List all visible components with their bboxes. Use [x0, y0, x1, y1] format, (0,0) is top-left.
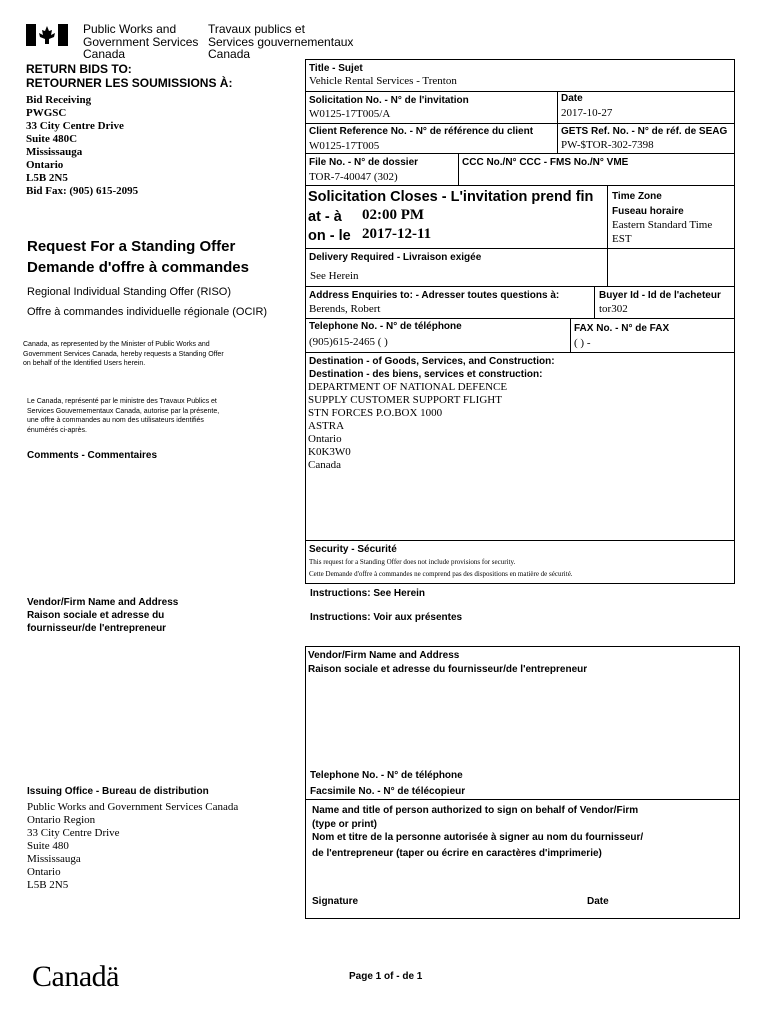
address-line: Public Works and Government Services Canada	[27, 801, 239, 813]
instructions-fr: Instructions: Voir aux présentes	[310, 612, 463, 623]
time-zone-label-fr: Fuseau horaire	[612, 206, 684, 217]
address-line: Suite 480C	[26, 133, 78, 145]
form-divider	[594, 286, 595, 318]
fax-label: FAX No. - N° de FAX	[574, 323, 670, 334]
request-description-en	[23, 340, 224, 369]
standing-offer-type-fr: Offre à commandes individuelle régionale (OCIR)	[27, 306, 268, 318]
address-line: PWGSC	[26, 107, 67, 119]
dept-fr-line: Canada	[208, 47, 251, 61]
form-divider	[305, 123, 735, 124]
vendor-label-line: Raison sociale et adresse du	[27, 610, 165, 621]
canada-flag-icon	[26, 24, 68, 46]
signature-label: Signature	[312, 896, 359, 907]
dept-name-fr	[208, 23, 353, 61]
destination-label-en: Destination - of Goods, Services, and Construction:	[309, 356, 555, 367]
vendor-label-line: Vendor/Firm Name and Address	[27, 597, 179, 608]
time-zone-value-line: EST	[612, 233, 632, 245]
address-enquiries-value: Berends, Robert	[309, 303, 381, 315]
form-divider	[570, 318, 571, 352]
bid-fax-line: Bid Fax: (905) 615-2095	[26, 185, 139, 197]
address-line: 33 City Centre Drive	[27, 827, 120, 839]
form-divider	[458, 153, 459, 185]
solicitation-no-value: W0125-17T005/A	[309, 108, 391, 120]
vendor-fax-label: Facsimile No. - N° de télécopieur	[310, 786, 466, 797]
dept-en-line: Government Services	[83, 34, 199, 49]
dept-en-line: Public Works and	[83, 22, 177, 36]
date-label: Date	[561, 93, 583, 104]
address-line: Bid Receiving	[26, 94, 92, 106]
vendor-box	[305, 646, 740, 919]
address-enquiries-label: Address Enquiries to: - Adresser toutes questions à:	[309, 290, 560, 301]
address-line: Mississauga	[27, 853, 81, 865]
authorized-label-line: Nom et titre de la personne autorisée à signer au nom du fournisseur/	[312, 832, 644, 843]
title-value: Vehicle Rental Services - Trenton	[309, 75, 457, 87]
closing-title: Solicitation Closes - L'invitation prend fin	[308, 189, 594, 205]
destination-label	[309, 355, 555, 381]
description-line: on behalf of the Identified Users herein.	[23, 360, 146, 367]
comments-label: Comments - Commentaires	[27, 450, 158, 461]
client-ref-label: Client Reference No. - N° de référence du client	[309, 126, 534, 137]
return-bids-address	[26, 94, 138, 198]
form-divider	[305, 540, 735, 541]
closing-time-value: 02:00 PM	[362, 207, 425, 223]
gets-ref-label: GETS Ref. No. - N° de réf. de SEAG	[561, 126, 728, 137]
form-divider	[305, 799, 740, 800]
delivery-value: See Herein	[310, 270, 359, 282]
canada-wordmark: Canadä	[32, 960, 119, 993]
security-label: Security - Sécurité	[309, 544, 397, 555]
destination-line: STN FORCES P.O.BOX 1000	[308, 407, 443, 419]
request-title-fr: Demande d'offre à commandes	[27, 259, 249, 276]
description-line: Government Services Canada, hereby requests a Standing Offer	[23, 350, 224, 358]
file-no-value: TOR-7-40047 (302)	[309, 171, 398, 183]
fax-value: ( ) -	[574, 337, 591, 349]
time-zone-value-line: Eastern Standard Time	[612, 219, 713, 231]
client-ref-value: W0125-17T005	[309, 140, 380, 152]
ccc-no-label: CCC No./N° CCC - FMS No./N° VME	[462, 157, 629, 168]
destination-label-fr: Destination - des biens, services et construction:	[309, 369, 543, 380]
delivery-label: Delivery Required - Livraison exigée	[309, 252, 482, 263]
address-line: Mississauga	[26, 146, 83, 158]
vendor-box-label-en: Vendor/Firm Name and Address	[308, 650, 460, 661]
request-title-en: Request For a Standing Offer	[27, 238, 236, 255]
destination-line: ASTRA	[308, 420, 345, 432]
dept-name-en	[83, 23, 198, 61]
return-bids-title-en: RETURN BIDS TO:	[26, 62, 132, 76]
destination-line: DEPARTMENT OF NATIONAL DEFENCE	[308, 381, 508, 393]
address-line: L5B 2N5	[27, 879, 69, 891]
destination-line: K0K3W0	[308, 446, 351, 458]
closing-date-value: 2017-12-11	[362, 226, 432, 242]
authorized-label-line: Name and title of person authorized to sign on behalf of Vendor/Firm	[312, 805, 639, 816]
address-line: Ontario Region	[27, 814, 96, 826]
authorized-label-line: de l'entrepreneur (taper ou écrire en caractères d'imprimerie)	[312, 847, 602, 859]
destination-address	[308, 381, 507, 472]
request-description-fr	[27, 397, 219, 435]
buyer-id-value: tor302	[599, 303, 628, 315]
form-divider	[305, 286, 735, 287]
destination-line: Ontario	[308, 433, 342, 445]
instructions-en: Instructions: See Herein	[310, 588, 426, 599]
form-divider	[305, 185, 735, 186]
issuing-office-address	[27, 801, 238, 892]
issuing-office-label: Issuing Office - Bureau de distribution	[27, 786, 209, 797]
dept-fr-line: Travaux publics et	[208, 22, 305, 36]
vendor-box-label-fr: Raison sociale et adresse du fournisseur/de l'entrepreneur	[308, 664, 588, 675]
dept-en-line: Canada	[83, 47, 126, 61]
destination-line: Canada	[308, 459, 341, 471]
telephone-label: Telephone No. - N° de téléphone	[309, 321, 462, 332]
gets-ref-value: PW-$TOR-302-7398	[561, 139, 654, 151]
standing-offer-type-en: Regional Individual Standing Offer (RISO)	[27, 286, 232, 298]
form-divider	[305, 352, 735, 353]
description-line: Services Gouvernementaux Canada, autorise par la présente,	[27, 407, 220, 415]
time-zone-label-en: Time Zone	[612, 191, 662, 202]
security-text-fr: Cette Demande d'offre à commandes ne comprend pas des dispositions en matière de sécurité.	[309, 570, 573, 578]
file-no-label: File No. - N° de dossier	[309, 157, 419, 168]
form-divider	[305, 248, 735, 249]
form-divider	[305, 318, 735, 319]
vendor-label-line: fournisseur/de l'entrepreneur	[27, 623, 167, 634]
vendor-telephone-label: Telephone No. - N° de téléphone	[310, 770, 463, 781]
time-zone-value	[612, 218, 712, 246]
address-line: Ontario	[27, 866, 61, 878]
page-number: Page 1 of - de 1	[349, 971, 423, 982]
form-divider	[557, 91, 558, 153]
vendor-label-left	[27, 596, 178, 635]
description-line: Canada, as represented by the Minister of Public Works and	[23, 341, 210, 348]
return-bids-title	[26, 62, 232, 90]
form-divider	[607, 185, 608, 286]
address-line: 33 City Centre Drive	[26, 120, 124, 132]
return-bids-title-fr: RETOURNER LES SOUMISSIONS À:	[26, 76, 233, 90]
date-value: 2017-10-27	[561, 107, 613, 119]
request-title	[27, 236, 249, 278]
authorized-label-line: (type or print)	[312, 818, 377, 830]
signature-date-label: Date	[587, 896, 609, 907]
dept-fr-line: Services gouvernementaux	[208, 34, 354, 49]
standing-offer-type	[27, 282, 267, 322]
authorized-person-label	[312, 804, 643, 860]
description-line: Le Canada, représenté par le ministre des Travaux Publics et	[27, 398, 217, 405]
telephone-value: (905)615-2465 ( )	[309, 336, 388, 348]
security-text-en: This request for a Standing Offer does not include provisions for security.	[309, 558, 516, 566]
buyer-id-label: Buyer Id - Id de l'acheteur	[599, 290, 721, 301]
address-line: L5B 2N5	[26, 172, 68, 184]
address-line: Suite 480	[27, 840, 69, 852]
form-divider	[305, 153, 735, 154]
form-divider	[305, 91, 735, 92]
destination-line: SUPPLY CUSTOMER SUPPORT FLIGHT	[308, 394, 502, 406]
description-line: énumérés ci-après.	[27, 426, 87, 434]
description-line: une offre à commandes au nom des utilisateurs identifiés	[27, 417, 204, 424]
address-line: Ontario	[26, 159, 64, 171]
title-label: Title - Sujet	[309, 63, 363, 74]
solicitation-no-label: Solicitation No. - N° de l'invitation	[309, 95, 469, 106]
closing-at-label: at - à	[308, 209, 342, 225]
time-zone-label	[612, 189, 684, 219]
closing-on-label: on - le	[308, 228, 351, 244]
